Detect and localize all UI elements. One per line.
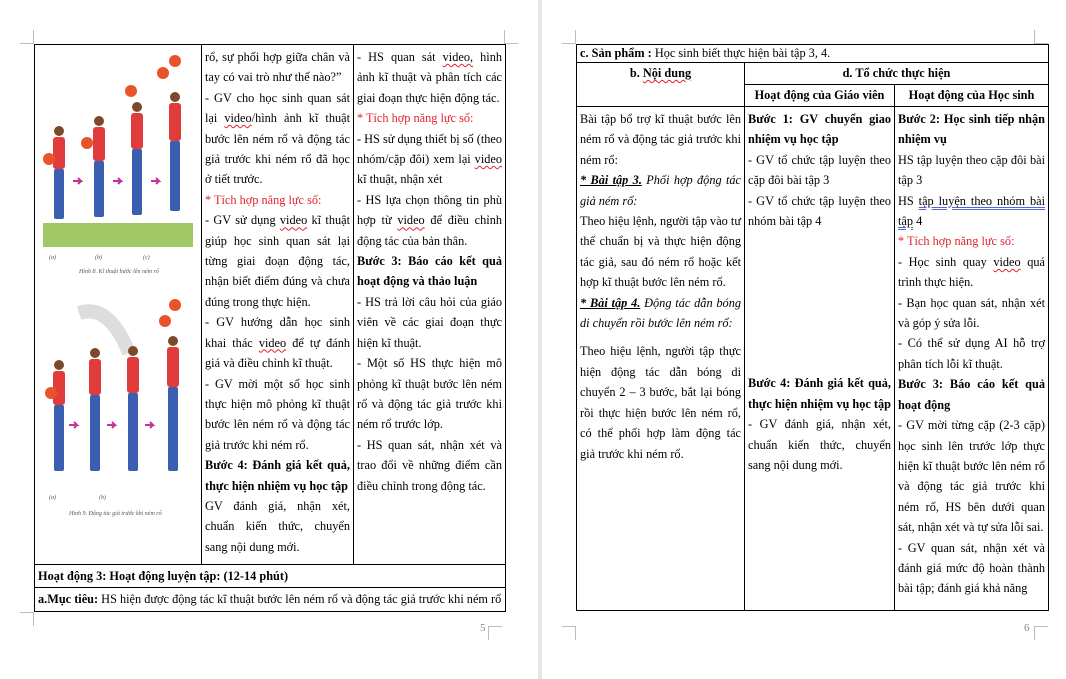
paragraph: - HS quan sát video, hình ảnh kĩ thuật và phân tích các giai đoạn thực hiện động tác. (357, 50, 502, 105)
player-icon (159, 315, 179, 471)
organization-header: d. Tổ chức thực hiện (745, 63, 1049, 85)
teacher-activity-cell (202, 45, 354, 565)
player-icon (43, 126, 65, 219)
motion-trail (79, 312, 129, 354)
step-heading: Bước 4: Đánh giá kết quả, thực hiện nhiệm vụ học tập (205, 458, 350, 493)
crop-mark (1034, 30, 1048, 44)
paragraph: - Có thể sử dụng AI hỗ trợ phân tích lỗi kĩ thuật. (898, 336, 1045, 371)
paragraph: - GV quan sát, nhận xét và đánh giá mức độ hoàn thành bài tập; đánh giá khả năng (898, 540, 1045, 596)
player-icon (125, 85, 143, 215)
lesson-table-right (576, 44, 1049, 611)
digital-skills-heading: * Tích hợp năng lực số: (357, 111, 474, 126)
digital-skills-heading: * Tích hợp năng lực số: (898, 234, 1015, 249)
paragraph: - Một số HS thực hiện mô phỏng kĩ thuật bước lên ném rổ và động tác giả trước khi ném rổ trước lớp. (357, 356, 502, 432)
paragraph: - HS sử dụng thiết bị số (theo nhóm/cặp đôi) xem lại video kĩ thuật, nhận xét (357, 131, 502, 187)
figure-label: (b) (99, 495, 106, 502)
exercise-heading: * Bài tập 3. Phối hợp động tác giả ném rổ: (580, 173, 742, 208)
paragraph: - HS lựa chọn thông tin phù hợp từ video để điều chỉnh động tác của bản thân. (357, 192, 502, 248)
student-activity-cell (354, 45, 506, 565)
product-row: c. Sản phẩm : Học sinh biết thực hiện bài tập 3, 4. (577, 45, 1049, 63)
figure-caption: Hình 8. Kĩ thuật bước lên ném rổ (79, 269, 159, 275)
paragraph: Theo hiệu lệnh, người tập vào tư thế chuẩn bị và thực hiện động tác giả, sau đó ném rổ hoặc kết hợp kĩ thuật bước lên ném rổ. (580, 214, 741, 290)
student-header: Hoạt động của Học sinh (895, 85, 1049, 107)
paragraph: - GV tổ chức tập luyện theo cặp đôi bài tập 3 (748, 152, 891, 188)
crop-mark (20, 30, 34, 44)
paragraph: Theo hiệu lệnh, người tập thực hiện động tác dẫn bóng di chuyển 2 – 3 bước, bắt lại bóng rồi thực hiện bước lên ném rổ, có thể phối hợp làm động tác giả trước khi ném rổ. (580, 344, 741, 461)
figure-caption: Hình 9. Động tác giả trước khi ném rổ (69, 511, 162, 518)
arrow-icon (113, 178, 121, 184)
crop-mark (562, 30, 576, 44)
paragraph: - GV sử dụng video kĩ thuật giúp học sinh quan sát lại từng giai đoạn động tác, nhận biết điểm đúng và chưa đúng trong thực hiện. (205, 213, 350, 309)
ball-icon (169, 299, 181, 311)
crop-mark (504, 30, 518, 44)
arrow-icon (69, 422, 77, 428)
paragraph: - GV đánh giá, nhận xét, chuẩn kiến thức, chuyển sang nội dung mới. (748, 417, 891, 473)
paragraph: - GV cho học sinh quan sát lại video/hình ảnh kĩ thuật bước lên ném rổ và động tác giả trước khi ném rổ đã học ở tiết trước. (205, 90, 350, 187)
player-icon (89, 348, 101, 471)
figure-cell (35, 45, 202, 565)
player-icon (45, 360, 65, 471)
teacher-header: Hoạt động của Giáo viên (745, 85, 895, 107)
content-header: b. Nội dung (577, 63, 745, 107)
paragraph: HS tập luyện theo nhóm bài tập 4 (898, 193, 1045, 229)
paragraph: - HS trả lời câu hỏi của giáo viên về các giai đoạn thực hiện kĩ thuật. (357, 294, 502, 350)
crop-mark (1034, 626, 1048, 640)
arrow-icon (73, 178, 81, 184)
player-icon (157, 67, 181, 211)
arrow-icon (145, 422, 153, 428)
grass-strip (43, 223, 193, 247)
page-number: 5 (480, 622, 486, 634)
paragraph: - Bạn học quan sát, nhận xét và góp ý sửa lỗi. (898, 295, 1045, 331)
player-icon (81, 116, 105, 217)
activity-heading: Hoạt động 3: Hoạt động luyện tập: (12-14 phút) (35, 565, 506, 588)
paragraph: - GV mời một số học sinh thực hiện mô phỏng kĩ thuật bước lên ném rổ và động tác giả trước khi ném rổ. (205, 376, 350, 452)
paragraph: Bài tập bổ trợ kĩ thuật bước lên ném rổ và động tác giả trước khi ném rổ: (580, 112, 741, 167)
paragraph: - GV hướng dẫn học sinh khai thác video để tự đánh giá và điều chỉnh kĩ thuật. (205, 315, 350, 371)
ball-icon (169, 55, 181, 67)
step-heading: Bước 4: Đánh giá kết quả, thực hiện nhiệm vụ học tập (748, 376, 892, 411)
crop-mark (488, 626, 502, 640)
document-page-6 (542, 0, 1066, 679)
paragraph: - Học sinh quay video quá trình thực hiện. (898, 254, 1045, 290)
teacher-activity-cell (745, 107, 895, 611)
paragraph: - GV tổ chức tập luyện theo nhóm bài tập 4 (748, 193, 891, 229)
basketball-layup-figure (39, 51, 197, 283)
student-activity-cell (895, 107, 1049, 611)
content-cell (577, 107, 745, 611)
crop-mark (562, 626, 576, 640)
arrow-icon (107, 422, 115, 428)
crop-mark (20, 612, 34, 626)
page-number: 6 (1024, 622, 1030, 634)
figure-label: (a) (49, 495, 56, 502)
figure-label: (a) (49, 255, 56, 261)
arrow-icon (151, 178, 159, 184)
figure-label: (c) (143, 255, 150, 261)
paragraph: - HS quan sát, nhận xét và trao đổi về những điểm cần điều chỉnh trong động tác. (357, 437, 502, 493)
player-icon (127, 346, 139, 471)
basketball-fake-figure (39, 293, 197, 529)
paragraph: HS tập luyện theo cặp đôi bài tập 3 (898, 152, 1045, 188)
figure-label: (b) (95, 255, 102, 261)
objective-row: a.Mục tiêu: HS hiện được động tác kĩ thuật bước lên ném rổ và động tác giả trước khi ném rổ (35, 588, 506, 611)
step-heading: Bước 3: Báo cáo kết quả hoạt động và thảo luận (357, 254, 502, 289)
paragraph: GV đánh giá, nhận xét, chuẩn kiến thức, chuyển sang nội dung mới. (205, 498, 350, 554)
step-heading: Bước 2: Học sinh tiếp nhận nhiệm vụ (898, 112, 1045, 147)
step-heading: Bước 3: Báo cáo kết quả hoạt động (898, 377, 1045, 412)
digital-skills-heading: * Tích hợp năng lực số: (205, 192, 322, 207)
exercise-heading: * Bài tập 4. Động tác dẫn bóng di chuyển rồi bước lên ném rổ: (580, 295, 742, 331)
paragraph: rổ, sự phối hợp giữa chân và tay có vai trò như thế nào?” (205, 50, 350, 85)
paragraph: - GV mời từng cặp (2-3 cặp) học sinh lên trước lớp thực hiện kĩ thuật bước lên ném rổ và động tác giả trước khi ném rổ, HS bên dưới quan sát, nhận xét và tự sửa lỗi sai. (898, 418, 1045, 535)
step-heading: Bước 1: GV chuyển giao nhiệm vụ học tập (748, 112, 891, 147)
lesson-table-left (34, 44, 506, 612)
